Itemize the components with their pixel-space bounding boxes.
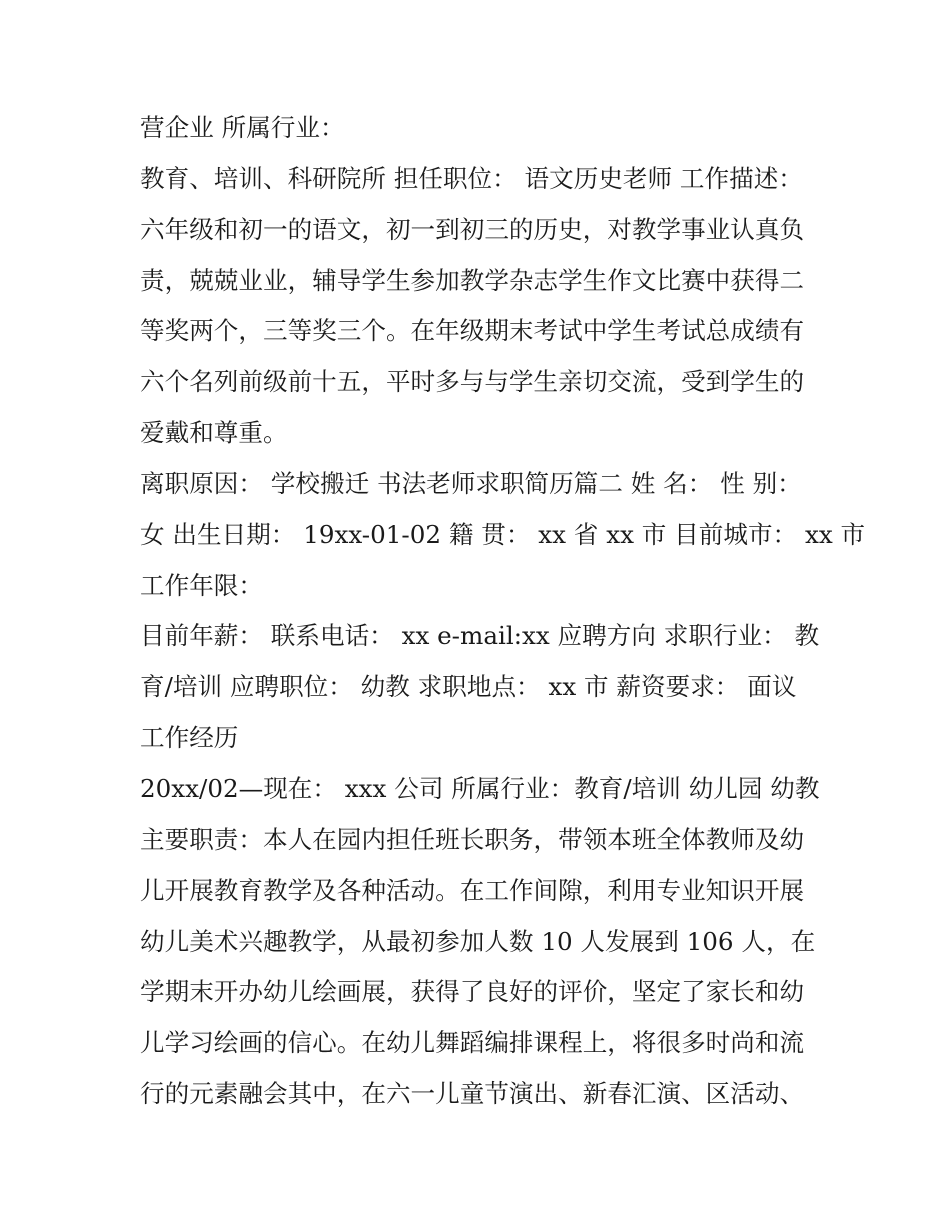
text-line: 六年级和初一的语文，初一到初三的历史，对教学事业认真负 [140,214,805,244]
text-line: 责，兢兢业业，辅导学生参加教学杂志学生作文比赛中获得二 [140,265,805,295]
text-line: 儿学习绘画的信心。在幼儿舞蹈编排课程上，将很多时尚和流 [140,1028,805,1058]
text-line: 爱戴和尊重。 [140,418,288,448]
section-heading: 工作经历 [140,723,239,753]
text-line: 离职原因： 学校搬迁 书法老师求职简历篇二 姓 名： 性 别： [140,468,802,498]
text-line: 儿开展教育教学及各种活动。在工作间隙，利用专业知识开展 [140,875,805,905]
text-line: 女 出生日期： 19xx-01-02 籍 贯： xx 省 xx 市 目前城市： xx 市 [140,519,866,549]
text-line: 幼儿美术兴趣教学，从最初参加人数 10 人发展到 106 人，在 [140,926,816,956]
text-line: 等奖两个，三等奖三个。在年级期末考试中学生考试总成绩有 [140,316,805,346]
text-line: 行的元素融会其中，在六一儿童节演出、新春汇演、区活动、 [140,1079,805,1109]
text-line: 主要职责：本人在园内担任班长职务，带领本班全体教师及幼 [140,824,805,854]
text-line: 学期末开办幼儿绘画展，获得了良好的评价，坚定了家长和幼 [140,977,805,1007]
text-line: 育/培训 应聘职位： 幼教 求职地点： xx 市 薪资要求： 面议 [140,672,797,702]
text-line: 工作年限： [140,570,263,600]
document-page [140,103,866,1120]
text-line: 教育、培训、科研院所 担任职位： 语文历史老师 工作描述： [140,163,803,193]
text-line: 六个名列前级前十五，平时多与与学生亲切交流，受到学生的 [140,367,805,397]
text-line: 目前年薪： 联系电话： xx e-mail:xx 应聘方向 求职行业： 教 [140,621,820,651]
text-line: 营企业 所属行业： [140,113,345,142]
text-line: 20xx/02—现在： xxx 公司 所属行业：教育/培训 幼儿园 幼教 [140,773,820,803]
